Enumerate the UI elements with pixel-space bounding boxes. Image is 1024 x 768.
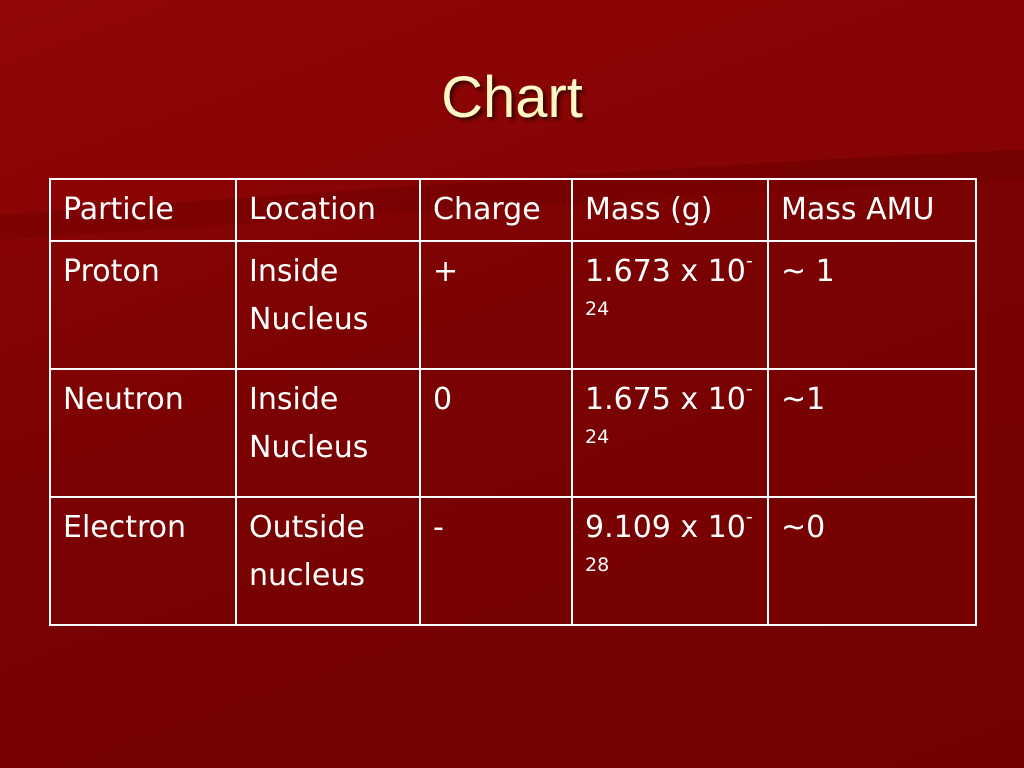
cell-mass-amu: ~ 1 — [768, 241, 976, 369]
table-row — [50, 241, 976, 369]
cell-charge: 0 — [420, 369, 572, 497]
header-mass-amu: Mass AMU — [768, 179, 976, 241]
header-mass-g: Mass (g) — [572, 179, 768, 241]
particle-table — [49, 178, 977, 626]
cell-location: Inside Nucleus — [236, 369, 420, 497]
cell-mass-g — [572, 241, 768, 369]
cell-charge: + — [420, 241, 572, 369]
table-row — [50, 369, 976, 497]
cell-location: Outside nucleus — [236, 497, 420, 625]
cell-charge: - — [420, 497, 572, 625]
mass-exponent: -24 — [585, 378, 753, 448]
cell-mass-amu: ~1 — [768, 369, 976, 497]
mass-base: 9.109 x 10 — [585, 510, 746, 545]
mass-exponent: -28 — [585, 506, 753, 576]
cell-particle: Neutron — [50, 369, 236, 497]
cell-mass-amu: ~0 — [768, 497, 976, 625]
slide-title: Chart — [441, 65, 583, 130]
table-row — [50, 497, 976, 625]
cell-location: Inside Nucleus — [236, 241, 420, 369]
header-particle: Particle — [50, 179, 236, 241]
mass-exponent: -24 — [585, 250, 753, 320]
cell-particle: Electron — [50, 497, 236, 625]
header-charge: Charge — [420, 179, 572, 241]
mass-base: 1.675 x 10 — [585, 382, 746, 417]
cell-mass-g — [572, 369, 768, 497]
cell-mass-g — [572, 497, 768, 625]
table-header-row — [50, 179, 976, 241]
cell-particle: Proton — [50, 241, 236, 369]
header-location: Location — [236, 179, 420, 241]
mass-base: 1.673 x 10 — [585, 254, 746, 289]
